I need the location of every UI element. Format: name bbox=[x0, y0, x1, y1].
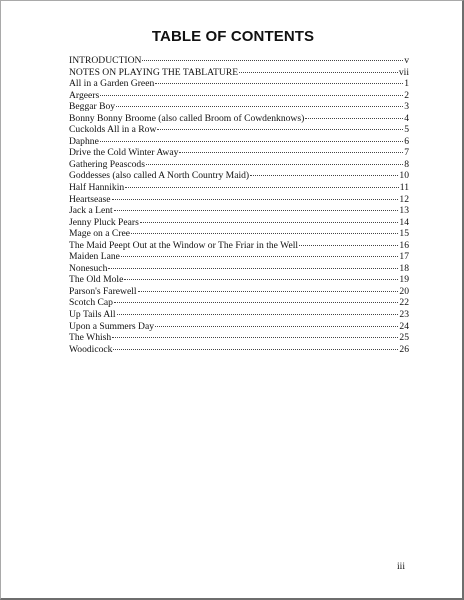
dot-leader bbox=[116, 106, 403, 107]
toc-entry-title: Nonesuch bbox=[69, 262, 108, 274]
dot-leader bbox=[299, 245, 398, 246]
toc-entry bbox=[69, 55, 409, 67]
toc-entry-page: 23 bbox=[399, 309, 409, 321]
toc-entry-page: 11 bbox=[399, 182, 409, 194]
toc-entry-page: 18 bbox=[399, 262, 409, 274]
toc-entry bbox=[69, 274, 409, 286]
toc-entry-title: Jenny Pluck Pears bbox=[69, 216, 139, 228]
toc-entry-page: 22 bbox=[399, 297, 409, 309]
toc-entry-page: 13 bbox=[399, 205, 409, 217]
dot-leader bbox=[121, 256, 399, 257]
toc-entry-title: Goddesses (also called A North Country Maid) bbox=[69, 170, 250, 182]
dot-leader bbox=[124, 279, 398, 280]
toc-entry-page: v bbox=[404, 55, 409, 66]
toc-entry bbox=[69, 263, 409, 275]
toc-entry-title: Woodicock bbox=[69, 343, 113, 355]
toc-entry bbox=[69, 217, 409, 229]
dot-leader bbox=[114, 210, 399, 211]
toc-entry bbox=[69, 136, 409, 148]
toc-entry-title: INTRODUCTION bbox=[69, 55, 142, 66]
toc-entry-page: vii bbox=[398, 66, 409, 78]
toc-entry-page: 20 bbox=[399, 285, 409, 297]
toc-entry-page: 5 bbox=[404, 124, 409, 136]
toc-entry bbox=[69, 159, 409, 171]
toc-entry-title: All in a Garden Green bbox=[69, 78, 155, 90]
toc-entry-title: Half Hannikin bbox=[69, 182, 125, 194]
dot-leader bbox=[131, 233, 398, 234]
toc-entry-title: Maiden Lane bbox=[69, 251, 120, 263]
toc-entry-title: Upon a Summers Day bbox=[69, 320, 154, 332]
toc-entry-title: Scotch Cap bbox=[69, 297, 113, 309]
toc-entry bbox=[69, 205, 409, 217]
toc-entry-page: 26 bbox=[399, 343, 409, 355]
dot-leader bbox=[155, 326, 398, 327]
dot-leader bbox=[305, 118, 403, 119]
toc-entry-page: 17 bbox=[399, 251, 409, 263]
toc-entry-page: 4 bbox=[404, 112, 409, 124]
dot-leader bbox=[179, 152, 403, 153]
toc-entry-page: 19 bbox=[399, 274, 409, 286]
toc-entry bbox=[69, 67, 409, 79]
toc-entry-page: 15 bbox=[399, 228, 409, 240]
toc-entry bbox=[69, 228, 409, 240]
toc-entry-title: Drive the Cold Winter Away bbox=[69, 147, 179, 159]
toc-entry bbox=[69, 78, 409, 90]
toc-list bbox=[69, 55, 409, 355]
toc-entry-page: 7 bbox=[404, 147, 409, 159]
toc-entry-title: Mage on a Cree bbox=[69, 228, 131, 240]
toc-entry-page: 6 bbox=[404, 135, 409, 147]
dot-leader bbox=[114, 302, 398, 303]
toc-entry bbox=[69, 182, 409, 194]
toc-entry bbox=[69, 344, 409, 356]
toc-entry-title: Up Tails All bbox=[69, 309, 116, 321]
toc-entry bbox=[69, 332, 409, 344]
toc-entry bbox=[69, 124, 409, 136]
toc-entry-page: 1 bbox=[404, 78, 409, 90]
toc-entry-title: Gathering Peascods bbox=[69, 158, 145, 170]
dot-leader bbox=[112, 199, 399, 200]
toc-entry bbox=[69, 194, 409, 206]
toc-entry bbox=[69, 90, 409, 102]
toc-entry-page: 14 bbox=[399, 216, 409, 228]
toc-entry bbox=[69, 286, 409, 298]
toc-entry bbox=[69, 147, 409, 159]
dot-leader bbox=[108, 268, 398, 269]
toc-heading: TABLE OF CONTENTS bbox=[151, 28, 315, 45]
dot-leader bbox=[155, 83, 403, 84]
dot-leader bbox=[117, 314, 399, 315]
dot-leader bbox=[100, 95, 403, 96]
toc-entry bbox=[69, 321, 409, 333]
toc-entry-title: The Whish bbox=[69, 332, 112, 344]
toc-entry bbox=[69, 240, 409, 252]
dot-leader bbox=[138, 291, 399, 292]
toc-entry-page: 24 bbox=[399, 320, 409, 332]
toc-entry bbox=[69, 101, 409, 113]
toc-entry-title: Argeers bbox=[69, 89, 100, 101]
toc-entry-title: Daphne bbox=[69, 135, 99, 147]
toc-entry bbox=[69, 297, 409, 309]
toc-entry-title: Jack a Lent bbox=[69, 205, 113, 217]
toc-entry bbox=[69, 113, 409, 125]
toc-entry-title: Parson's Farewell bbox=[69, 285, 137, 297]
toc-entry-title: The Old Mole bbox=[69, 274, 124, 286]
toc-entry-title: Heartsease bbox=[69, 193, 111, 205]
toc-entry-page: 12 bbox=[399, 193, 409, 205]
toc-entry-page: 8 bbox=[404, 158, 409, 170]
page-number: iii bbox=[397, 561, 405, 572]
toc-entry-page: 25 bbox=[399, 332, 409, 344]
dot-leader bbox=[140, 222, 399, 223]
toc-entry bbox=[69, 170, 409, 182]
toc-entry bbox=[69, 309, 409, 321]
dot-leader bbox=[100, 141, 403, 142]
dot-leader bbox=[142, 60, 403, 61]
toc-entry-page: 2 bbox=[404, 89, 409, 101]
dot-leader bbox=[157, 129, 403, 130]
toc-entry bbox=[69, 251, 409, 263]
dot-leader bbox=[113, 349, 398, 350]
dot-leader bbox=[112, 337, 398, 338]
toc-entry-title: Bonny Bonny Broome (also called Broom of Cowdenknows) bbox=[69, 112, 305, 124]
toc-entry-page: 10 bbox=[399, 170, 409, 182]
toc-entry-title: The Maid Peept Out at the Window or The Friar in the Well bbox=[69, 239, 299, 251]
toc-entry-title: Cuckolds All in a Row bbox=[69, 124, 157, 136]
toc-entry-title: Beggar Boy bbox=[69, 101, 116, 113]
toc-entry-page: 16 bbox=[399, 239, 409, 251]
toc-entry-page: 3 bbox=[404, 101, 409, 113]
dot-leader bbox=[250, 175, 398, 176]
toc-entry-title: NOTES ON PLAYING THE TABLATURE bbox=[69, 66, 239, 78]
dot-leader bbox=[146, 164, 403, 165]
dot-leader bbox=[125, 187, 399, 188]
dot-leader bbox=[239, 72, 398, 73]
